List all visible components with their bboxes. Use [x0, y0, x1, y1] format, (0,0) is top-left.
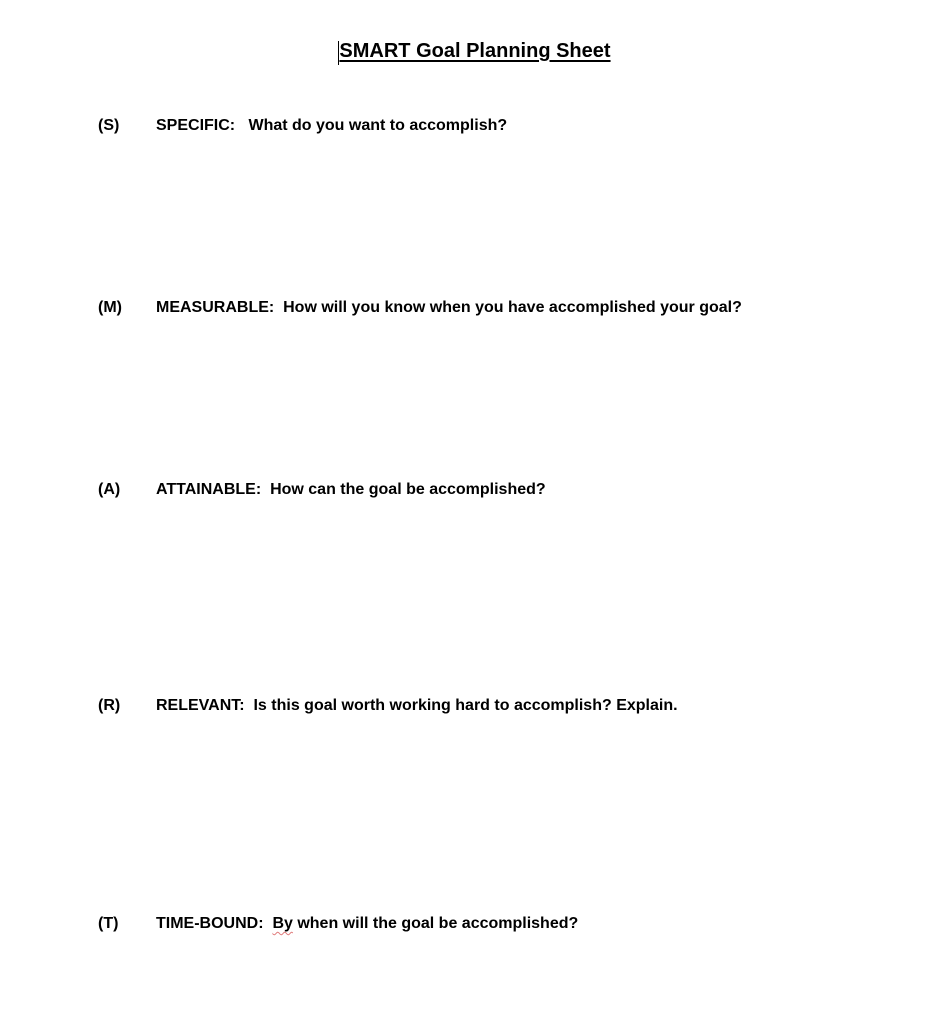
section-letter: (T)	[98, 915, 119, 932]
title-text[interactable]	[339, 40, 610, 62]
section-heading: SPECIFIC:	[156, 117, 236, 134]
section-letter: (R)	[98, 697, 121, 714]
section-question: What do you want to accomplish?	[248, 117, 508, 134]
section-prompt	[156, 696, 678, 716]
spellcheck-flagged-word[interactable]: By	[272, 915, 293, 932]
section-prompt	[156, 116, 507, 136]
section-heading: RELEVANT:	[156, 697, 245, 714]
section-question: How can the goal be accomplished?	[270, 481, 546, 498]
text-cursor	[338, 41, 339, 65]
section-prompt	[156, 298, 742, 318]
section-question: when will the goal be accomplished?	[292, 915, 579, 932]
section-question: Is this goal worth working hard to accomplish? Explain.	[253, 697, 678, 714]
title-label: SMART Goal Planning Sheet	[339, 40, 611, 62]
page-title	[0, 38, 950, 64]
section-letter: (A)	[98, 481, 121, 498]
section-question: How will you know when you have accomplished your goal?	[283, 299, 742, 316]
section-letter: (M)	[98, 299, 122, 316]
section-heading: ATTAINABLE:	[156, 481, 262, 498]
section-heading: TIME-BOUND:	[156, 915, 264, 932]
section-prompt	[156, 914, 578, 934]
section-letter: (S)	[98, 117, 120, 134]
section-heading: MEASURABLE:	[156, 299, 275, 316]
section-prompt	[156, 480, 546, 500]
